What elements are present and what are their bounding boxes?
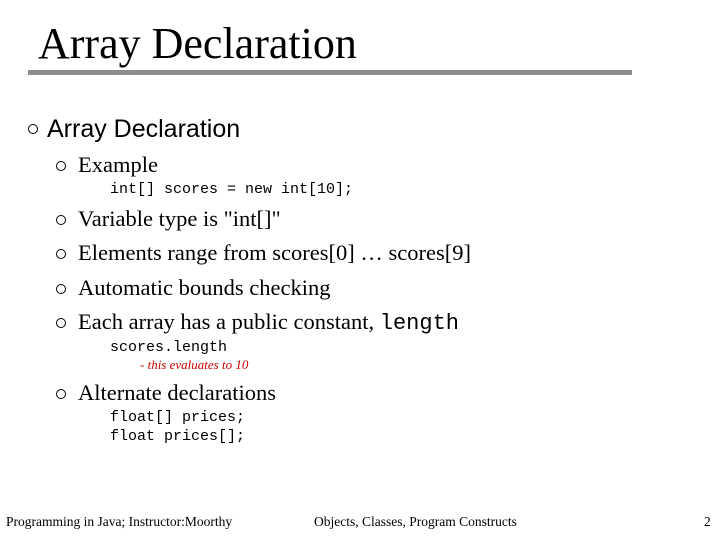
length-prefix: Each array has a public constant,	[78, 309, 380, 334]
bullet-icon	[56, 215, 66, 225]
slide-title: Array Declaration	[38, 19, 357, 68]
bullet-icon	[56, 318, 66, 328]
length-code: length	[379, 311, 459, 336]
footer-page-number: 2	[704, 514, 711, 529]
footer-topic: Objects, Classes, Program Constructs	[314, 514, 517, 529]
bullet-bounds-checking: Automatic bounds checking	[78, 275, 331, 300]
example-label: Example	[78, 152, 158, 177]
footer-course: Programming in Java; Instructor:Moorthy	[6, 514, 233, 529]
bullet-elements-range: Elements range from scores[0] … scores[9]	[78, 240, 471, 265]
bullet-icon	[56, 284, 66, 294]
level1-heading: Array Declaration	[47, 115, 241, 143]
length-example-code: scores.length	[110, 339, 228, 356]
alt-label: Alternate declarations	[78, 380, 277, 405]
example-code: int[] scores = new int[10];	[110, 181, 354, 198]
length-note: - this evaluates to 10	[140, 357, 249, 372]
alt-code-line-2: float prices[];	[110, 428, 246, 445]
bullet-variable-type: Variable type is "int[]"	[78, 206, 281, 231]
alt-code-line-1: float[] prices;	[110, 409, 246, 426]
bullet-icon	[56, 389, 66, 399]
bullet-icon	[28, 124, 38, 134]
bullet-length	[78, 308, 459, 338]
bullet-icon	[56, 161, 66, 171]
title-rule	[28, 70, 632, 75]
bullet-icon	[56, 249, 66, 259]
